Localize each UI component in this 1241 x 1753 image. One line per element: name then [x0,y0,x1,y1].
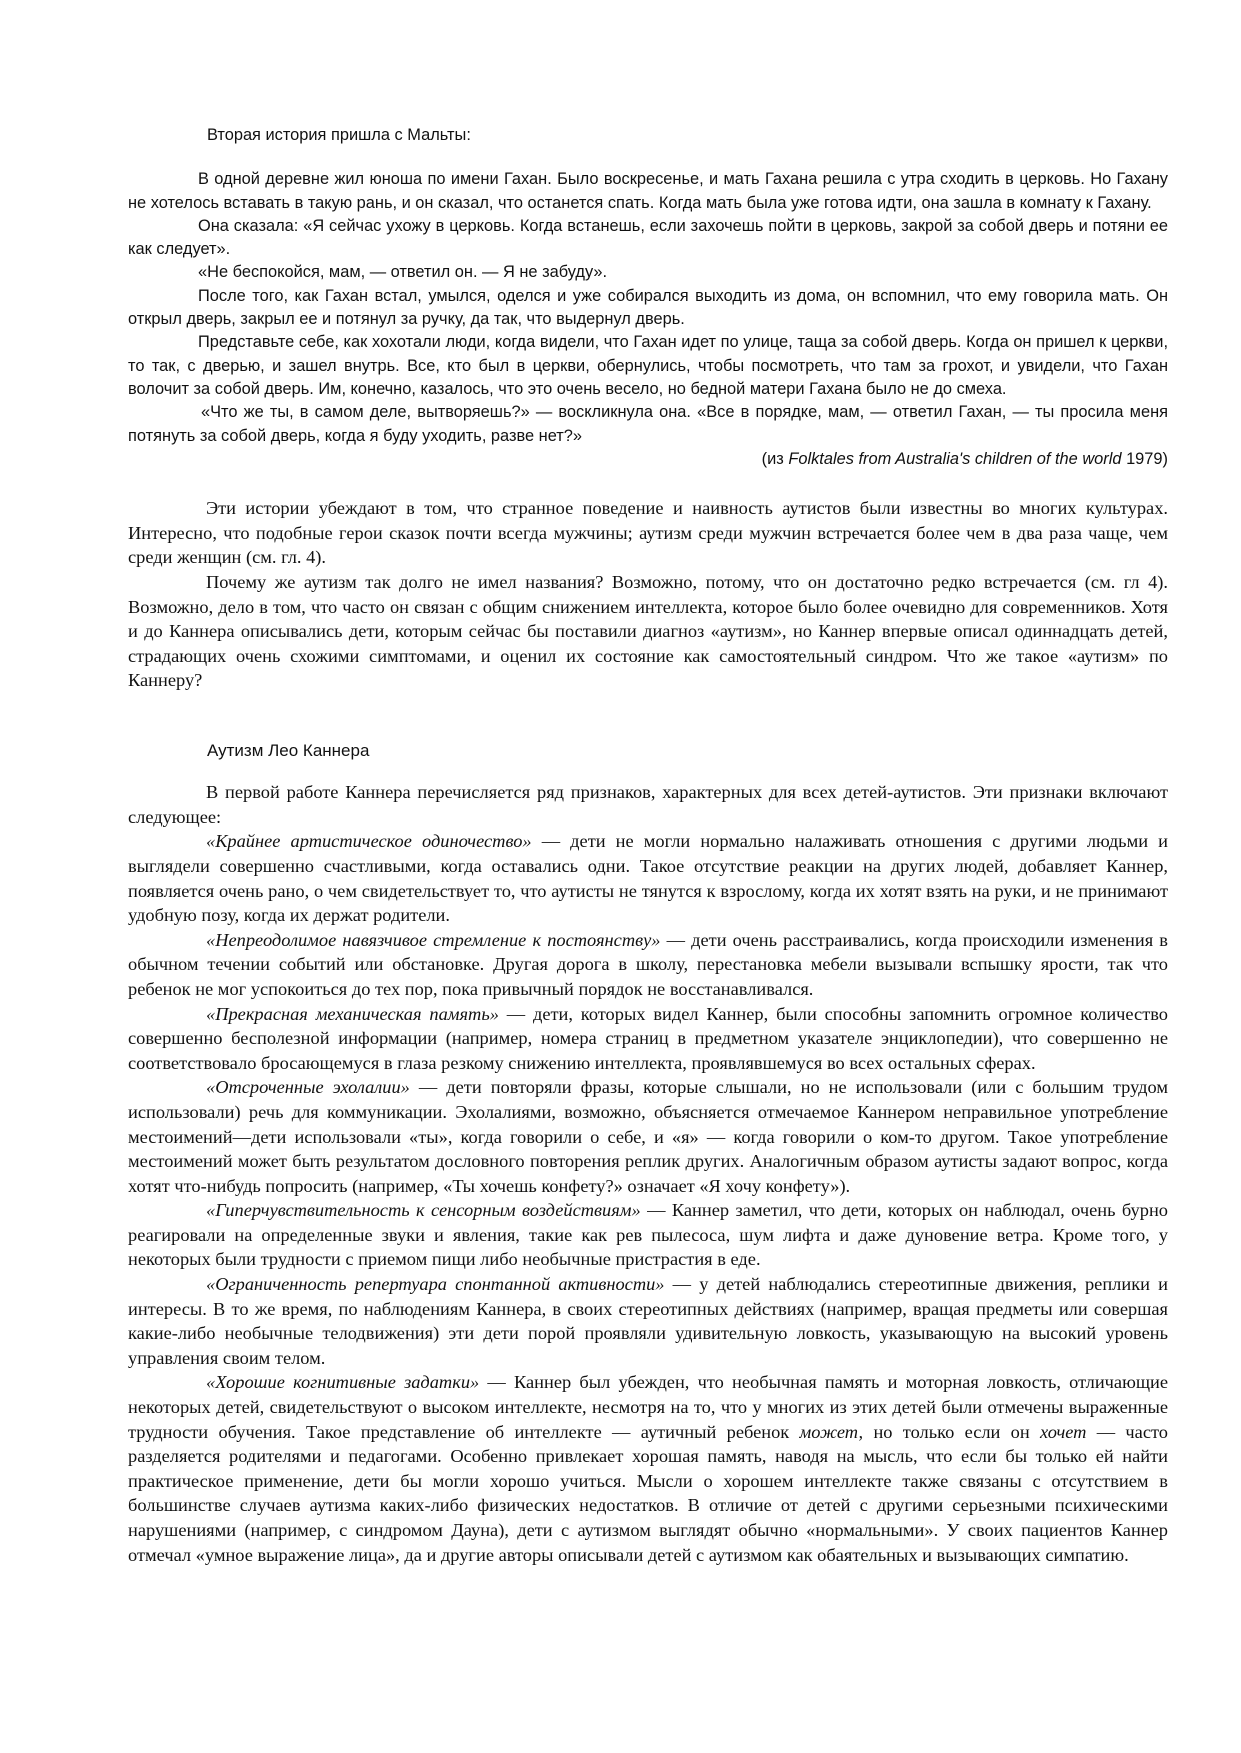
body-paragraph: В первой работе Каннера перечисляется ряд признаков, характерных для всех детей-аутистов. Эти признаки включают следующее: [128,782,1168,827]
citation-prefix: (из [761,449,789,468]
criterion-paragraph [128,1370,1168,1567]
criterion-text: — дети повторяли фразы, которые слышали, но не использовали (или с большим трудом использовали) речь для коммуникации. Эхолалиями, возможно, объясняется отмечаемое Каннером неправильное употребление местоимений—дети использовали «ты», когда говорили о себе, и «я» — когда говорили о ком-то другом. Такое употребление местоимений может быть результатом дословного повторения реплик других. Аналогичным образом аутисты задают вопрос, когда хотят что-нибудь попросить (например, «Ты хочешь конфету?» означает «Я хочу конфету»). [128,1077,1168,1196]
criterion-term: «Прекрасная механическая память» [206,1003,499,1024]
kanner-block [128,780,1168,1567]
citation-title: Folktales from Australia's children of the world [788,449,1122,468]
story-paragraph: Она сказала: «Я сейчас ухожу в церковь. Когда встанешь, если захочешь пойти в церковь, закрой за собой дверь и потяни ее как следует». [128,216,1168,259]
criterion-paragraph [128,928,1168,1002]
criterion-text: — Каннер был убежден, что необычная память и моторная ловкость, отличающие некоторых детей, свидетельствуют о высоком интеллекте, несмотря на то, что у многих из этих детей были отмечены выраженные трудности обучения. Такое представление об интеллекте — аутичный ребенок [128,1372,1168,1442]
criterion-text: — дети очень расстраивались, когда происходили изменения в обычном течении событий или обстановке. Другая дорога в школу, перестановка мебели вызывали вспышку ярости, так что ребенок не мог успокоиться до тех пор, пока привычный порядок не восстанавливался. [128,929,1168,999]
criterion-paragraph [128,1075,1168,1198]
story-block [128,168,1168,471]
criterion-paragraph [128,1198,1168,1272]
criterion-term: «Гиперчувствительность к сенсорным воздействиям» [206,1200,641,1221]
criterion-text: — Каннер заметил, что дети, которых он наблюдал, очень бурно реагировали на определенные звуки и явления, такие как рев пылесоса, шум лифта и даже дуновение ветра. Кроме того, у некоторых были трудности с приемом пищи либо необычные пристрастия в еде. [128,1200,1168,1270]
story-paragraph: «Не беспокойся, мам, — ответил он. — Я не забуду». [198,263,608,282]
page-content [128,124,1168,1567]
criterion-paragraph [128,1002,1168,1076]
criterion-text: — дети не могли нормально налаживать отношения с другими людьми и выглядели совершенно счастливыми, когда оставались одни. Такое отсутствие реакции на других людей, добавляет Каннер, появляется очень рано, о чем свидетельствует то, что аутисты не тянутся к взрослому, когда их хотят взять на руки, и не принимают удобную позу, когда их держат родители. [128,831,1168,926]
criterion-term: «Хорошие когнитивные задатки» [206,1372,480,1393]
criterion-term: «Ограниченность репертуара спонтанной активности» [206,1274,665,1295]
criterion-text: но только если он [863,1421,1041,1442]
story-citation [128,448,1168,471]
criterion-text: — дети, которых видел Каннер, были способны запомнить огромное количество совершенно бесполезной информации (например, номера страниц в предметном указателе энциклопедии), что совершенно не соответствовало бросающемуся в глаза резкому снижению интеллекта, проявлявшемуся во всех остальных сферах. [128,1003,1168,1073]
story-paragraph: «Что же ты, в самом деле, вытворяешь?» — воскликнула она. «Все в порядке, мам, — ответил Гахан, — ты просила меня потянуть за собой дверь, когда я буду уходить, разве нет?» [128,403,1168,445]
intro-heading: Вторая история пришла с Мальты: [207,126,471,144]
emphasis-word: может, [799,1421,864,1442]
section-heading: Аутизм Лео Каннера [207,740,370,760]
citation-suffix: 1979) [1121,449,1168,468]
criterion-text: — часто разделяется родителями и педагогами. Особенно привлекает хорошая память, наводя на мысль, что если бы только ей найти практическое применение, дети бы могли хорошо учиться. Мысли о хорошем интеллекте также связаны с отсутствием в большинстве случаев аутизма каких-либо физических недостатков. В отличие от детей с другими серьезными психическими нарушениями (например, с синдромом Дауна), дети с аутизмом выглядят обычно «нормальными». У своих пациентов Каннер отмечал «умное выражение лица», да и другие авторы описывали детей с аутизмом как обаятельных и вызывающих симпатию. [128,1421,1168,1565]
emphasis-word: хочет [1040,1421,1087,1442]
criterion-term: «Отсроченные эхолалии» [206,1077,410,1098]
criterion-paragraph [128,1272,1168,1370]
story-paragraph: После того, как Гахан встал, умылся, оделся и уже собирался выходить из дома, он вспомнил, что ему говорила мать. Он открыл дверь, закрыл ее и потянул за ручку, да так, что выдернул дверь. [128,286,1168,329]
body-paragraph: Почему же аутизм так долго не имел названия? Возможно, потому, что он достаточно редко встречается (см. гл 4). Возможно, дело в том, что часто он связан с общим снижением интеллекта, которое было более очевидно для современников. Хотя и до Каннера описывались дети, которым сейчас бы поставили диагноз «аутизм», но Каннер впервые описал одиннадцать детей, страдающих очень схожими симптомами, и оценил их состояние как самостоятельный синдром. Что же такое «аутизм» по Каннеру? [128,571,1168,691]
criterion-term: «Непреодолимое навязчивое стремление к постоянству» [206,929,661,950]
body-paragraph: Эти истории убеждают в том, что странное поведение и наивность аутистов были известны во многих культурах. Интересно, что подобные герои сказок почти всегда мужчины; аутизм среди мужчин встречается более чем в два раза чаще, чем среди женщин (см. гл. 4). [128,498,1168,568]
criterion-text: — у детей наблюдались стереотипные движения, реплики и интересы. В то же время, по наблюдениям Каннера, в своих стереотипных действиях (например, вращая предметы или совершая какие-либо необычные телодвижения) эти дети порой проявляли удивительную ловкость, указывающую на высокий уровень управления своим телом. [128,1274,1168,1368]
criterion-term: «Крайнее артистическое одиночество» [206,831,532,852]
criterion-paragraph [128,829,1168,927]
story-paragraph: В одной деревне жил юноша по имени Гахан. Было воскресенье, и мать Гахана решила с утра сходить в церковь. Но Гахану не хотелось вставать в такую рань, и он сказал, что останется спать. Когда мать была уже готова идти, она зашла в комнату к Гахану. [128,170,1168,212]
discussion-block [128,496,1168,693]
story-paragraph: Представьте себе, как хохотали люди, когда видели, что Гахан идет по улице, таща за собой дверь. Когда он пришел к церкви, то так, с дверью, и зашел внутрь. Все, кто был в церкви, обернулись, чтобы посмотреть, что там за грохот, и увидели, что Гахан волочит за собой дверь. Им, конечно, казалось, что это очень весело, но бедной матери Гахана было не до смеха. [128,333,1168,398]
